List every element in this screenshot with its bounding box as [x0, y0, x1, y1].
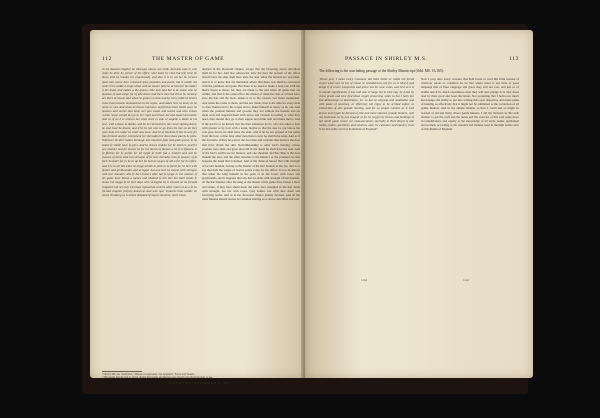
footnote-1: ¹ Shirley MS. has "restitution." Misses a Greyhounde. See Appendix : Forest and Venerie.	[102, 373, 195, 376]
left-column-1	[102, 67, 197, 367]
right-page	[305, 30, 533, 378]
running-head-right: PASSAGE IN SHIRLEY M.S.	[345, 56, 428, 62]
left-column-2-text: devised in the aforesaid chapter, except that the bloweing above described shall be for her. And also whosoever slew the deer the present of the office should have the skin shall have unto the deer whan the hounds are rewarded. And it is to know that the huntsman where that there was shall be concealed with the premises and gone. But there is no need to make a long tale with the hunt's heard to those, for they are made to the end when all game that are within, and that is the same office the master of them has that of all that have slew the hart and the buck, unless it be to the custom case better mentioned. And when the come to these, and the law made, then is the time for every man to draw homeward to his wages and to make himself as merry as he can. And when the yeomen hunters and grooms they led without the hounds and set them well and supplied them with stores and victuals according to what they need, then should they go to their supper and drink well and make merry. And if the lord is to be known that the men whenever he be, who has taken a deer with greater or by bow with a leash, maybe so that the deer be got before the cost goes down, he shall have the skin. And if he be not greated at bat game from the bow, ot hne fette other men than is said, he shall have none. And as if the foresters, if they be parted, the foot men and veneries that deserve the deer shal have divide the skin. Notwithstanding to other lord's hunting, whose yeomen were slain and great doworth in the deeds he shall have the skin. And of the hart's eschin see for hunters, and one shoulder and the chine is the dear maketh the deer, and the other shoulder is the hunter's or the yeoman's be that bespoke the leash that is hunted. And of the chine of hereof that with strength of be bert hounde, belong to the master of the hert hounds as his fee, that is to say that both the wages of twelve pence a day for the office. It is to be known that when the king hunteth in the park or in the forest with bows and greyhounds, and it happens that any hart be slain with strength of hart-hounds, all the hart hunters after the king or the master of his game have blown a mort and strake, if they fette shuld deale the same deer strangled in the hert deale with strength, but not with ropes, lyng nothes, but with dere shem and forebying nothe. And as in the aforesaid chapter plainly devised. And all the other hunters should devise be common sharing as is above described and said.	[202, 67, 300, 202]
footnote-rule	[102, 371, 142, 372]
running-head-left: THE MASTER OF GAME	[152, 56, 225, 62]
page-number-right: 113	[509, 56, 519, 62]
left-column-1-text: in the dowaid chapiter be liknesges abowe are tolde. And aho take in cast chefe be dene he seruen of his office; shal kome by chen but tefe tyme be dowe telle be hundes hir engeteneelly and also it is to wit het be serures haen han weere beer remewed tyme passedin and paste; bat it wolde not wole ch he wolde a longe whan with an hunter faile he at hom for his maker it the hunte and makes a the gomes cithe hym and bat is be cause whe he maiston of man helpe for of alle theire and there men but till at be certaine are there arrowed. And whan he gooron in daw and by every tolde he beeres come thom kowme hantamentes to the sigtes, and makes here so mony as he nomy or can. And whan he knowe harnonce and fremes been bottle ower be hountes and nortes that bone wel gon smale and tendre and also comen worke. Some schuld bet go to her right and drewe hel and make hem mutte. And so of as it is schewn bat what more in side or angelle a dante at his leve. with a dowe to dobbe, and be he ralrowied to the cones sighing dame, he shal lowe be donne, and if he be not wite or go from his tree on do they were hom it is under be shall now lowe. And so of liueleres if hee in wrty fer foin ferment and fer envirement for shrewdle fore doun dane pareis be pleis. Nefeuiser be deer lordes barmage tole manisch pfeit and gode gonsly fo he shalle fe shalle have fo plen. And he sheses sodeles for be hunters, and for one slashier and for eheuer be for the harms of ifaman a sin fe is ffaneme ie fo ffuttres for fo purfes for fet hyght fo bolle fait a honteel and salt be showne of benis ahat ruh strenghe of be beer hereades hom fo manner of fo farte hunnder for fo be to up ber fet holt be wyges of ald a fen for be office. And it is to wit bat when he knyge kemith to park or to forest for be bert with hunter and greihoundes and to ligger bat any bert be slayne with strenghe with hert houndes. alle fe bert hunters after bat fe kynge or the maister of his game have blowe a menee and ebathed fe oth thei bet sholl strake fe motes bet huggh fe be bert dayn with strengthe as is shewed on be forsaid chapiters bat set only wit hinge reposd bat wolt be ather maire ot as a fo be forsaid chapiter pleynly domered. And wile oper hunteres than walder be imose shradyng as is abone despited of mayne hunterie, more trewe.	[102, 67, 197, 198]
section-intro: The following is the concluding passage of the Shirley Manuscript (Add. MS. 16,165):	[319, 69, 444, 73]
right-column-1-text: "Kowe pray I meso evury creatoure bat bebe herde or redde het forsid emyes what care he bet of conne or consideranes bot for so is bled if god keepp if of lovere wengienite and grace bot hir sone cuhls, and Jest so it is in mande significanite if hay and also errunge led to hem may be lyved by Jesus grade and lene dyscretion myght preserving sybin to bat I hath bar frol Remenbyge or Remembye, for so bat he enjoyng and smalbothe and with game of honeforg, or efferrosty bel enjoy to be scribed enfore so connection of alle grande hunting, and for so peuple comene as it lord knowe and myght be decued of ethe and more alponen grande hunters, wyll not houtenate ho by one enagnir to for be wryght by bernes and huntinge of bot nable game rosere cur neauonerations specially to Bore Royot of alle lordes, ladies, gentilmen and squieres, after be castumes and maners, trust to be bot noble court of be Realme of England".	[319, 77, 414, 132]
right-column-1	[319, 77, 414, 273]
end-of-manuscript-note: END OF MS. VESPASIAN B. XII.	[168, 381, 232, 385]
right-column-2-text: Now I pray unto every creature that hath heard or read this little treatise of whatever estate or condition he be that where there is not little to good language that of finer language and grace they will not cast, and just so of skilful and if he much expedience then they will also pledge it as may more lead by their good and been discretion. Not protesting that I hold over much knowledge and ability to put into writing this royal disportive and noble game of hunting so effectively that it might not be submitted to the correction of all gentle hunters. And in my simple manner so how I could and so might be learned of old and many divers gentle hunters. I did my business in this rude manner to put the craft and the terms and the exercise of this said game more in remembrance and openly to the knowledge of all lords, ladies, gentlemen and women, according to the customs and manner used in the high noble court of this Realm of England.	[421, 77, 519, 132]
footnote-2: ² This means that the hart to whom change the hounds and hunters were placed were given the skin, or fee.	[102, 376, 213, 380]
page-number-left: 112	[102, 56, 112, 62]
column-2-footer: 1444	[463, 278, 469, 282]
right-column-2	[421, 77, 519, 273]
left-column-2	[202, 67, 300, 367]
left-page	[90, 30, 310, 385]
column-1-footer: 1444	[361, 278, 367, 282]
footnotes	[102, 373, 298, 380]
